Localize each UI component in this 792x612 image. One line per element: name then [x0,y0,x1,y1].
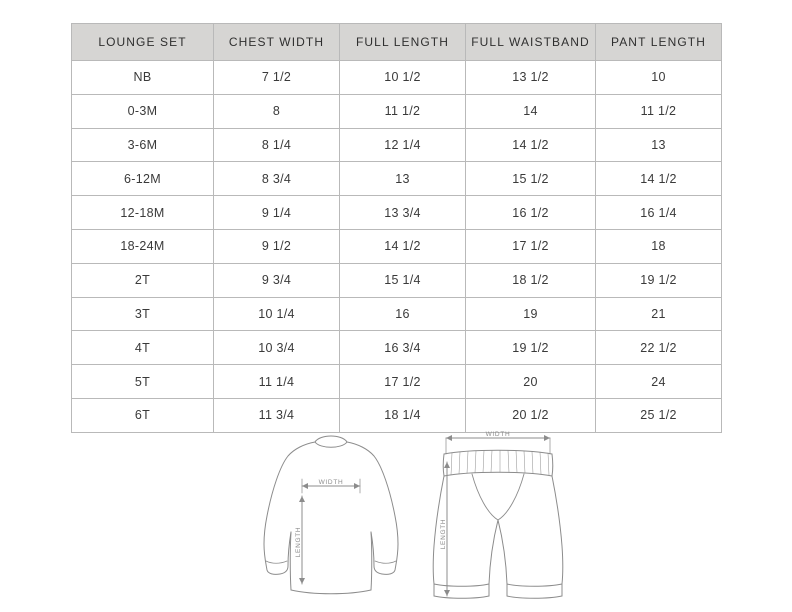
table-row [72,162,722,196]
full-waistband-value: 15 1/2 [466,162,596,196]
size-label: 6T [72,398,214,432]
full-waistband-value: 18 1/2 [466,263,596,297]
chest-width-value: 9 1/2 [214,229,340,263]
column-header-lounge-set: LOUNGE SET [72,24,214,61]
chest-width-value: 8 1/4 [214,128,340,162]
size-label: 5T [72,365,214,399]
pant-length-value: 18 [596,229,722,263]
pant-length-label: LENGTH [440,518,447,550]
chest-width-value: 9 1/4 [214,196,340,230]
column-header-full-waistband: FULL WAISTBAND [466,24,596,61]
full-length-value: 16 [340,297,466,331]
pant-length-value: 16 1/4 [596,196,722,230]
full-length-value: 11 1/2 [340,94,466,128]
full-waistband-value: 20 1/2 [466,398,596,432]
full-waistband-value: 14 1/2 [466,128,596,162]
column-header-full-length: FULL LENGTH [340,24,466,61]
full-length-value: 13 [340,162,466,196]
table-row [72,61,722,95]
top-length-label: LENGTH [295,526,302,558]
full-waistband-value: 14 [466,94,596,128]
chest-width-value: 9 3/4 [214,263,340,297]
pant-length-value: 21 [596,297,722,331]
size-label: 2T [72,263,214,297]
full-length-value: 16 3/4 [340,331,466,365]
full-length-value: 18 1/4 [340,398,466,432]
pant-width-label: WIDTH [485,431,511,438]
table-row [72,196,722,230]
size-label: 0-3M [72,94,214,128]
table-row [72,94,722,128]
pant-length-value: 11 1/2 [596,94,722,128]
size-label: 4T [72,331,214,365]
table-row [72,331,722,365]
full-length-value: 14 1/2 [340,229,466,263]
table-header-row [72,24,722,61]
chest-width-value: 8 [214,94,340,128]
measurement-diagram [258,424,688,604]
column-header-chest-width: CHEST WIDTH [214,24,340,61]
full-length-value: 12 1/4 [340,128,466,162]
pant-length-value: 25 1/2 [596,398,722,432]
pant-length-value: 14 1/2 [596,162,722,196]
table-row [72,128,722,162]
chest-width-value: 11 1/4 [214,365,340,399]
pant-length-value: 19 1/2 [596,263,722,297]
full-waistband-value: 19 1/2 [466,331,596,365]
table-row [72,365,722,399]
pant-length-value: 13 [596,128,722,162]
size-label: NB [72,61,214,95]
size-label: 3-6M [72,128,214,162]
full-length-value: 15 1/4 [340,263,466,297]
top-width-label: WIDTH [318,479,344,486]
full-waistband-value: 19 [466,297,596,331]
chest-width-value: 8 3/4 [214,162,340,196]
pant-length-value: 10 [596,61,722,95]
pant-length-value: 22 1/2 [596,331,722,365]
full-length-value: 10 1/2 [340,61,466,95]
chest-width-value: 10 1/4 [214,297,340,331]
full-waistband-value: 20 [466,365,596,399]
size-label: 12-18M [72,196,214,230]
pant-length-value: 24 [596,365,722,399]
table-row [72,229,722,263]
size-label: 18-24M [72,229,214,263]
full-waistband-value: 17 1/2 [466,229,596,263]
full-length-value: 17 1/2 [340,365,466,399]
chest-width-value: 7 1/2 [214,61,340,95]
table-row [72,297,722,331]
full-waistband-value: 13 1/2 [466,61,596,95]
chest-width-value: 11 3/4 [214,398,340,432]
column-header-pant-length: PANT LENGTH [596,24,722,61]
size-chart-table [71,23,722,433]
full-length-value: 13 3/4 [340,196,466,230]
table-row [72,263,722,297]
size-label: 3T [72,297,214,331]
chest-width-value: 10 3/4 [214,331,340,365]
full-waistband-value: 16 1/2 [466,196,596,230]
size-label: 6-12M [72,162,214,196]
